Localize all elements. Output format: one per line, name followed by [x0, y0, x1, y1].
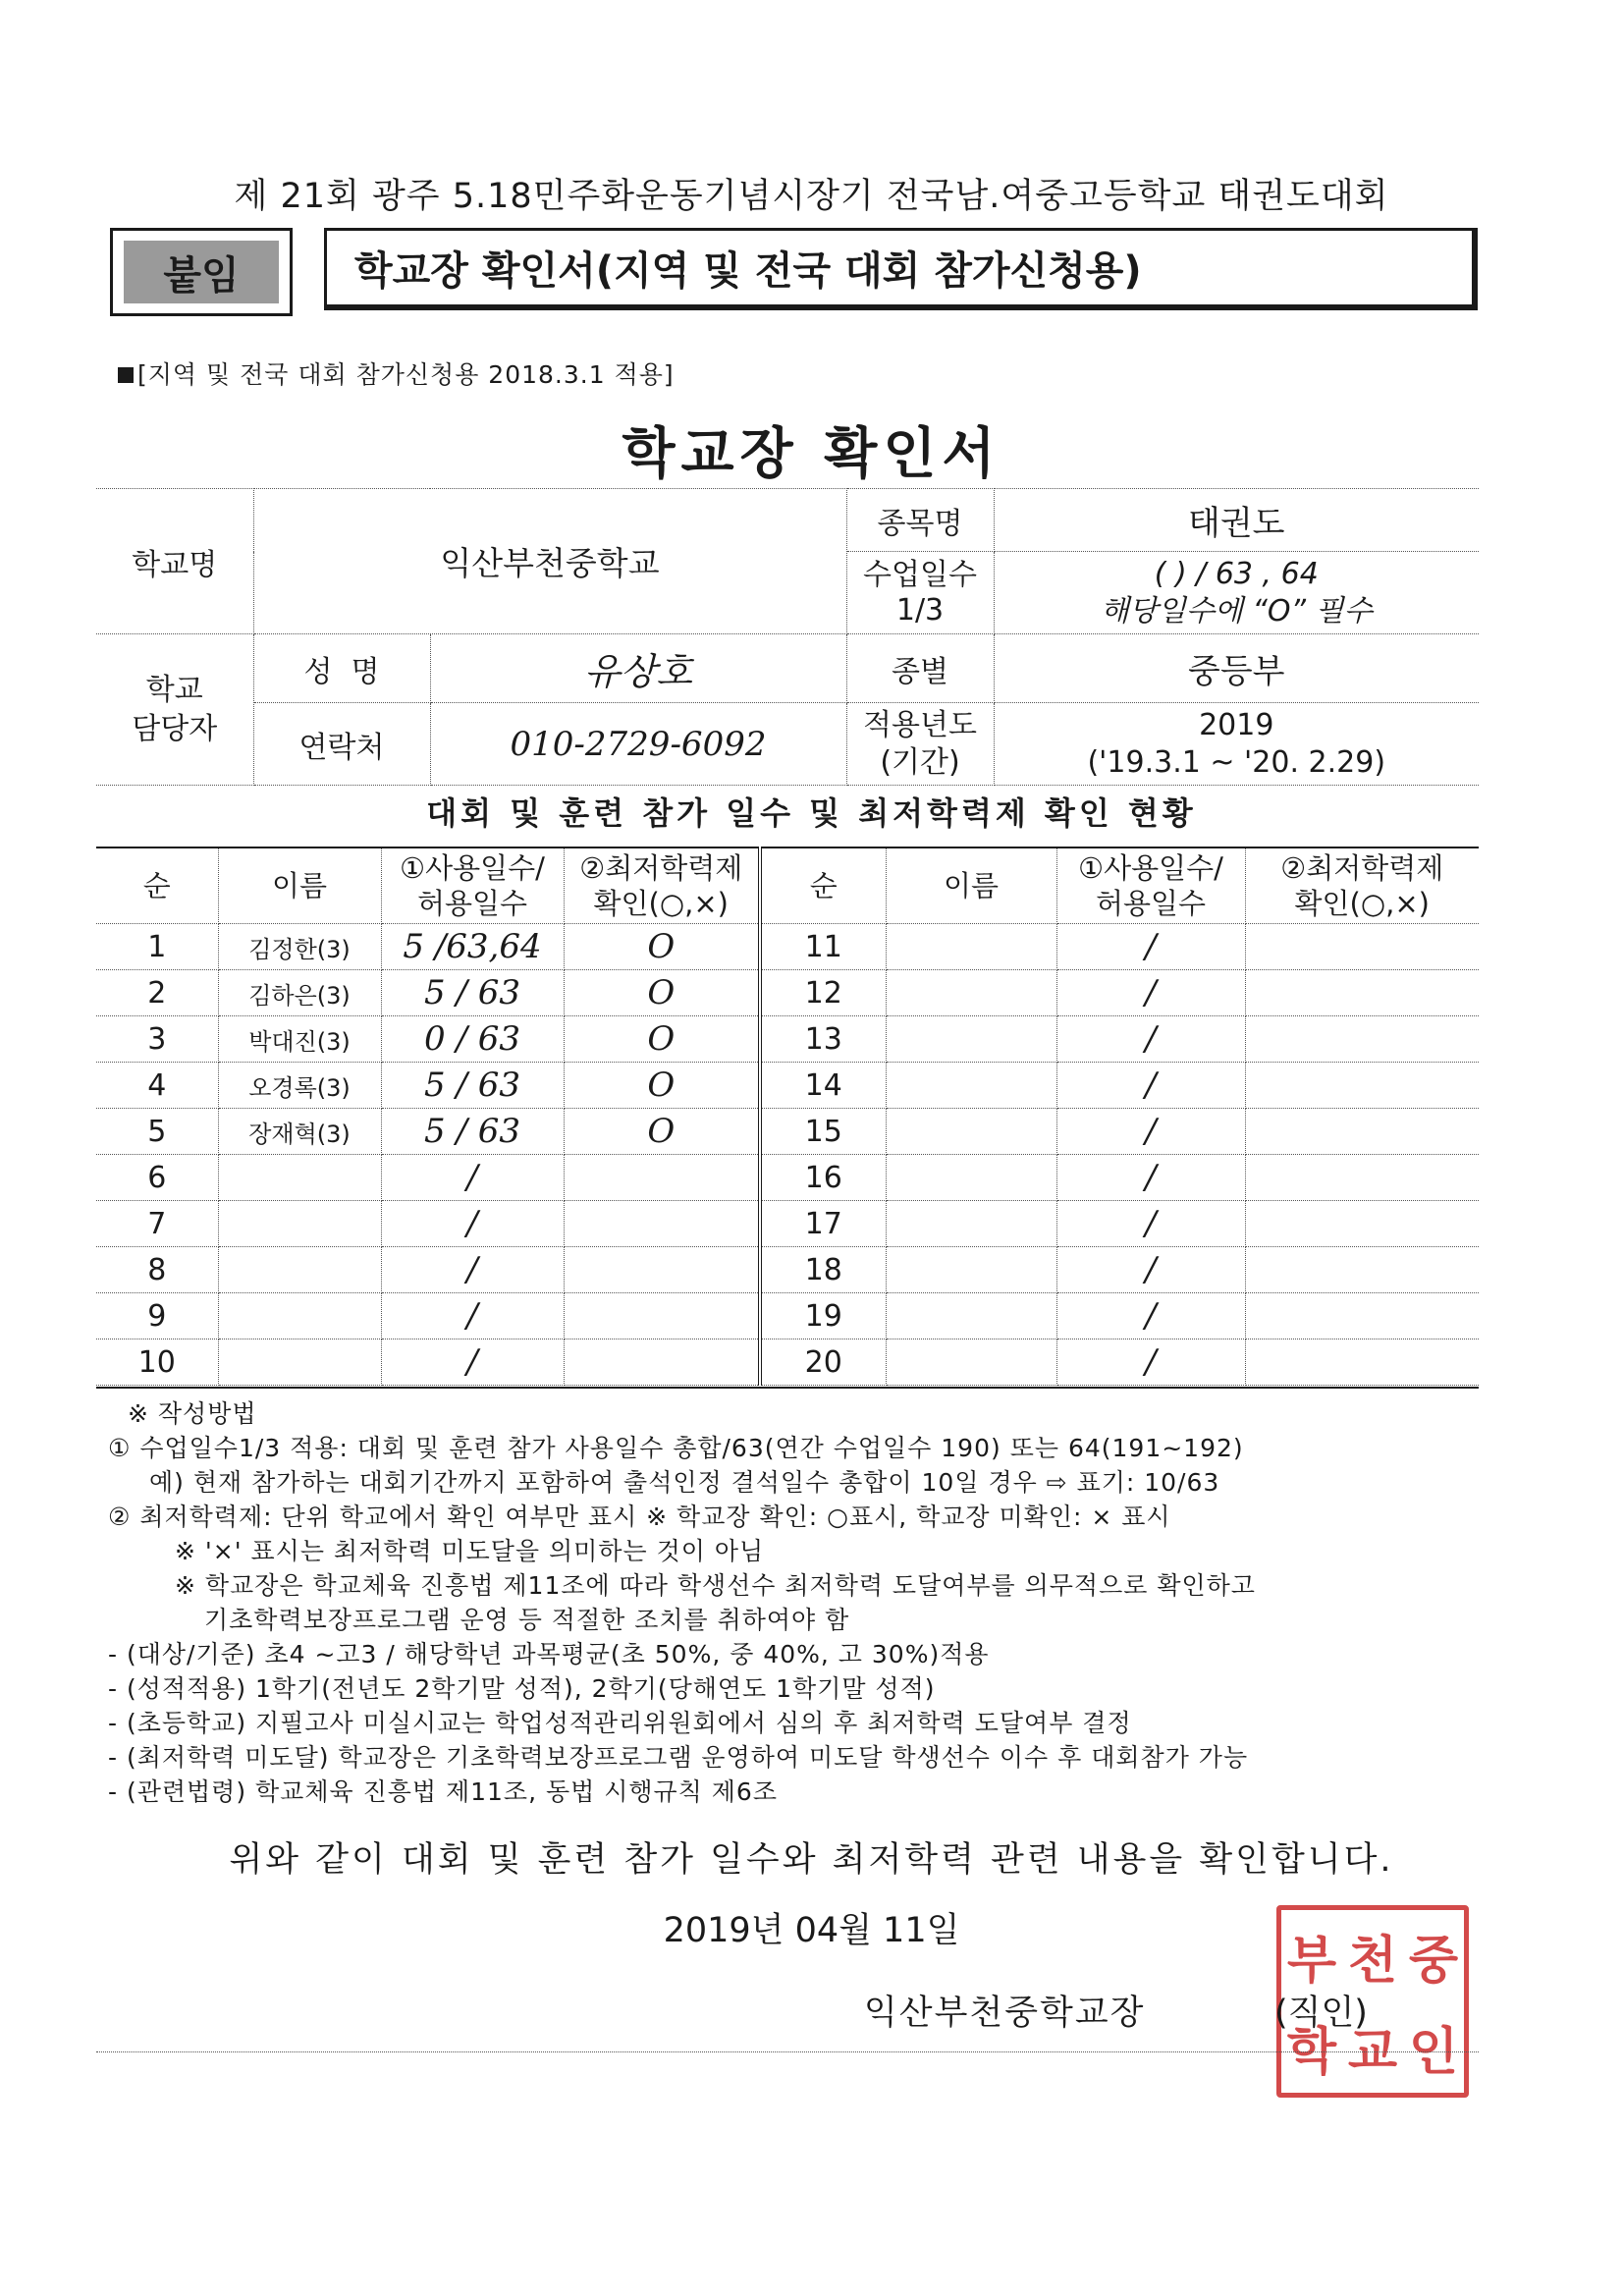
- seal-character: 부: [1286, 1931, 1337, 1991]
- seal-character: 중: [1408, 1931, 1459, 1991]
- row-days: /: [381, 1201, 564, 1247]
- row-seq-right: 18: [760, 1247, 886, 1293]
- document-title: 학교장 확인서(지역 및 전국 대회 참가신청용): [324, 228, 1478, 310]
- row-name: [218, 1155, 381, 1201]
- school-name: 익산부천중학교: [253, 489, 846, 634]
- sport-value: 태권도: [994, 489, 1479, 552]
- row-days: 5 / 63: [381, 970, 564, 1016]
- class-days-note: 해당일수에 “O” 필수: [1100, 593, 1373, 629]
- table-bottom-rule: [96, 1387, 1479, 1389]
- footer-rule: [96, 2051, 1479, 2052]
- table-row: [96, 1155, 1479, 1201]
- contact-value: 010-2729-6092: [430, 703, 846, 786]
- instruction-line: 기초학력보장프로그램 운영 등 적절한 조치를 취하여야 함: [204, 1606, 850, 1634]
- row-name: [218, 1339, 381, 1386]
- row-seq: 7: [96, 1201, 218, 1247]
- instruction-line: - (대상/기준) 초4 ~고3 / 해당학년 과목평균(초 50%, 중 40%, 고 30%)적용: [108, 1640, 990, 1668]
- row-days-right: /: [1056, 1201, 1245, 1247]
- row-check: [564, 1155, 760, 1201]
- row-days: /: [381, 1339, 564, 1386]
- row-check: [564, 1293, 760, 1339]
- row-seq-right: 16: [760, 1155, 886, 1201]
- row-name: 오경록(3): [218, 1063, 381, 1109]
- row-name: 김하은(3): [218, 970, 381, 1016]
- row-name: 박대진(3): [218, 1016, 381, 1063]
- event-title: 제 21회 광주 5.18민주화운동기념시장기 전국남.여중고등학교 태권도대회: [234, 177, 1389, 216]
- instruction-line: ※ '×' 표시는 최저학력 미도달을 의미하는 것이 아님: [175, 1537, 765, 1565]
- instruction-line: - (관련법령) 학교체육 진흥법 제11조, 동법 시행규칙 제6조: [108, 1777, 778, 1806]
- row-name-right: [886, 1155, 1056, 1201]
- instruction-line: ② 최저학력제: 단위 학교에서 확인 여부만 표시 ※ 학교장 확인: ○표시, 학교장 미확인: × 표시: [108, 1503, 1171, 1531]
- row-days-right: /: [1056, 1155, 1245, 1201]
- row-days-right: /: [1056, 1109, 1245, 1155]
- row-name: [218, 1293, 381, 1339]
- row-name: 장재혁(3): [218, 1109, 381, 1155]
- row-seq-right: 20: [760, 1339, 886, 1386]
- row-seq: 1: [96, 924, 218, 970]
- row-days-right: /: [1056, 1247, 1245, 1293]
- instruction-line: ① 수업일수1/3 적용: 대회 및 훈련 참가 사용일수 총합/63(연간 수업일수 190) 또는 64(191~192): [108, 1434, 1244, 1462]
- division-value: 중등부: [994, 634, 1479, 703]
- row-seq: 2: [96, 970, 218, 1016]
- row-check: O: [564, 1063, 760, 1109]
- row-seq-right: 14: [760, 1063, 886, 1109]
- seal-character: 교: [1347, 2022, 1398, 2082]
- section-title: 대회 및 훈련 참가 일수 및 최저학력제 확인 현황: [426, 794, 1197, 832]
- manager-label-line2: 담당자: [132, 711, 218, 746]
- class-days-label-line2: 1/3: [895, 592, 945, 628]
- instruction-line: - (최저학력 미도달) 학교장은 기초학력보장프로그램 운영하여 미도달 학생선수 이수 후 대회참가 가능: [108, 1743, 1249, 1772]
- row-name-right: [886, 1109, 1056, 1155]
- row-seq-right: 17: [760, 1201, 886, 1247]
- class-days-value: [994, 552, 1479, 634]
- header-days-line2: 허용일수: [416, 887, 528, 920]
- row-check-right: [1245, 1016, 1479, 1063]
- row-name-right: [886, 1016, 1056, 1063]
- applicability-note-text: [지역 및 전국 대회 참가신청용 2018.3.1 적용]: [137, 360, 675, 389]
- seal-label: (직인): [1274, 1994, 1368, 2033]
- row-days: /: [381, 1247, 564, 1293]
- seal-character: 천: [1347, 1931, 1398, 1991]
- row-check-right: [1245, 1339, 1479, 1386]
- attach-badge: [110, 228, 293, 316]
- header-name-right: 이름: [886, 847, 1056, 924]
- name-label: 성 명: [253, 634, 430, 703]
- attach-label: 붙임: [124, 241, 279, 303]
- year-label: [846, 703, 994, 786]
- manager-label: [96, 634, 253, 786]
- row-days-right: /: [1056, 970, 1245, 1016]
- row-name-right: [886, 970, 1056, 1016]
- table-row: [96, 1247, 1479, 1293]
- row-check: O: [564, 970, 760, 1016]
- sport-label: 종목명: [846, 489, 994, 552]
- row-name: [218, 1201, 381, 1247]
- table-row: [96, 1016, 1479, 1063]
- header-days-line1: ①사용일수/: [400, 851, 545, 885]
- row-seq-right: 11: [760, 924, 886, 970]
- row-seq-right: 15: [760, 1109, 886, 1155]
- class-days-label: [846, 552, 994, 634]
- class-days-label-line1: 수업일수: [863, 557, 977, 592]
- table-row: [96, 1063, 1479, 1109]
- row-check-right: [1245, 970, 1479, 1016]
- instruction-line: ※ 작성방법: [128, 1399, 257, 1428]
- issue-date: 2019년 04월 11일: [663, 1911, 960, 1950]
- period-value: ('19.3.1 ~ '20. 2.29): [1087, 744, 1386, 780]
- school-info-table: [96, 488, 1479, 786]
- row-check-right: [1245, 1155, 1479, 1201]
- row-seq-right: 12: [760, 970, 886, 1016]
- applicability-note: [118, 355, 675, 391]
- page-title: 학교장 확인서: [622, 422, 1001, 486]
- instruction-line: 예) 현재 참가하는 대회기간까지 포함하여 출석인정 결석일수 총합이 10일 경우 ⇨ 표기: 10/63: [149, 1468, 1220, 1497]
- instruction-line: - (성적적용) 1학기(전년도 2학기말 성적), 2학기(당해연도 1학기말 성적): [108, 1674, 936, 1703]
- row-days: 5 / 63: [381, 1063, 564, 1109]
- row-seq: 6: [96, 1155, 218, 1201]
- seal-character: 학: [1286, 2022, 1337, 2082]
- row-check: O: [564, 924, 760, 970]
- row-days: /: [381, 1293, 564, 1339]
- row-check-right: [1245, 1109, 1479, 1155]
- table-row: [96, 970, 1479, 1016]
- header-days-right: [1056, 847, 1245, 924]
- year-value: [994, 703, 1479, 786]
- table-row: [96, 1339, 1479, 1386]
- row-seq: 10: [96, 1339, 218, 1386]
- row-check: [564, 1201, 760, 1247]
- row-check: O: [564, 1109, 760, 1155]
- row-name: 김정한(3): [218, 924, 381, 970]
- header-min-right-line1: ②최저학력제: [1280, 851, 1444, 885]
- row-seq: 4: [96, 1063, 218, 1109]
- row-days-right: /: [1056, 1293, 1245, 1339]
- instruction-line: ※ 학교장은 학교체육 진흥법 제11조에 따라 학생선수 최저학력 도달여부를 의무적으로 확인하고: [175, 1571, 1256, 1600]
- row-seq-right: 19: [760, 1293, 886, 1339]
- school-label: 학교명: [96, 489, 253, 634]
- row-name-right: [886, 1201, 1056, 1247]
- row-check: [564, 1339, 760, 1386]
- row-name-right: [886, 1063, 1056, 1109]
- division-label: 종별: [846, 634, 994, 703]
- table-header-row: [96, 847, 1479, 924]
- table-row: [96, 1293, 1479, 1339]
- header-min-right-line2: 확인(○,×): [1294, 887, 1430, 920]
- row-days-right: /: [1056, 1063, 1245, 1109]
- header-min: [564, 847, 760, 924]
- year-label-line1: 적용년도: [863, 707, 977, 742]
- row-name-right: [886, 1247, 1056, 1293]
- row-name-right: [886, 1339, 1056, 1386]
- header-days: [381, 847, 564, 924]
- seal-character: 인: [1408, 2022, 1459, 2082]
- row-seq: 8: [96, 1247, 218, 1293]
- header-seq: 순: [96, 847, 218, 924]
- closing-statement: 위와 같이 대회 및 훈련 참가 일수와 최저학력 관련 내용을 확인합니다.: [229, 1840, 1394, 1880]
- row-check-right: [1245, 924, 1479, 970]
- row-days: /: [381, 1155, 564, 1201]
- writing-instructions: [108, 1396, 1502, 1809]
- header-days-right-line1: ①사용일수/: [1078, 851, 1223, 885]
- header-min-line1: ②최저학력제: [579, 851, 743, 885]
- table-row: [96, 924, 1479, 970]
- row-days: 5 / 63: [381, 1109, 564, 1155]
- row-check: O: [564, 1016, 760, 1063]
- row-check: [564, 1247, 760, 1293]
- row-name: [218, 1247, 381, 1293]
- row-check-right: [1245, 1293, 1479, 1339]
- contact-label: 연락처: [253, 703, 430, 786]
- header-seq-right: 순: [760, 847, 886, 924]
- row-days-right: /: [1056, 1016, 1245, 1063]
- table-row: [96, 1201, 1479, 1247]
- row-seq: 9: [96, 1293, 218, 1339]
- manager-name: 유상호: [430, 634, 846, 703]
- year-label-line2: (기간): [880, 744, 960, 780]
- row-seq-right: 13: [760, 1016, 886, 1063]
- row-check-right: [1245, 1063, 1479, 1109]
- row-seq: 5: [96, 1109, 218, 1155]
- row-check-right: [1245, 1247, 1479, 1293]
- row-days: 0 / 63: [381, 1016, 564, 1063]
- class-days-fraction: ( ) / 63 , 64: [1154, 556, 1319, 591]
- row-name-right: [886, 1293, 1056, 1339]
- header-min-right: [1245, 847, 1479, 924]
- participation-table: [96, 847, 1479, 1386]
- row-days-right: /: [1056, 924, 1245, 970]
- table-row: [96, 1109, 1479, 1155]
- header-days-right-line2: 허용일수: [1095, 887, 1207, 920]
- row-days: 5 /63,64: [381, 924, 564, 970]
- row-check-right: [1245, 1201, 1479, 1247]
- row-seq: 3: [96, 1016, 218, 1063]
- year-value-line1: 2019: [1199, 707, 1274, 742]
- row-name-right: [886, 924, 1056, 970]
- header-name: 이름: [218, 847, 381, 924]
- principal-name: 익산부천중학교장: [864, 1994, 1146, 2033]
- row-days-right: /: [1056, 1339, 1245, 1386]
- instruction-line: - (초등학교) 지필고사 미실시교는 학업성적관리위원회에서 심의 후 최저학력 도달여부 결정: [108, 1709, 1132, 1737]
- manager-label-line1: 학교: [145, 672, 203, 707]
- header-min-line2: 확인(○,×): [593, 887, 729, 920]
- square-bullet-icon: [118, 367, 134, 383]
